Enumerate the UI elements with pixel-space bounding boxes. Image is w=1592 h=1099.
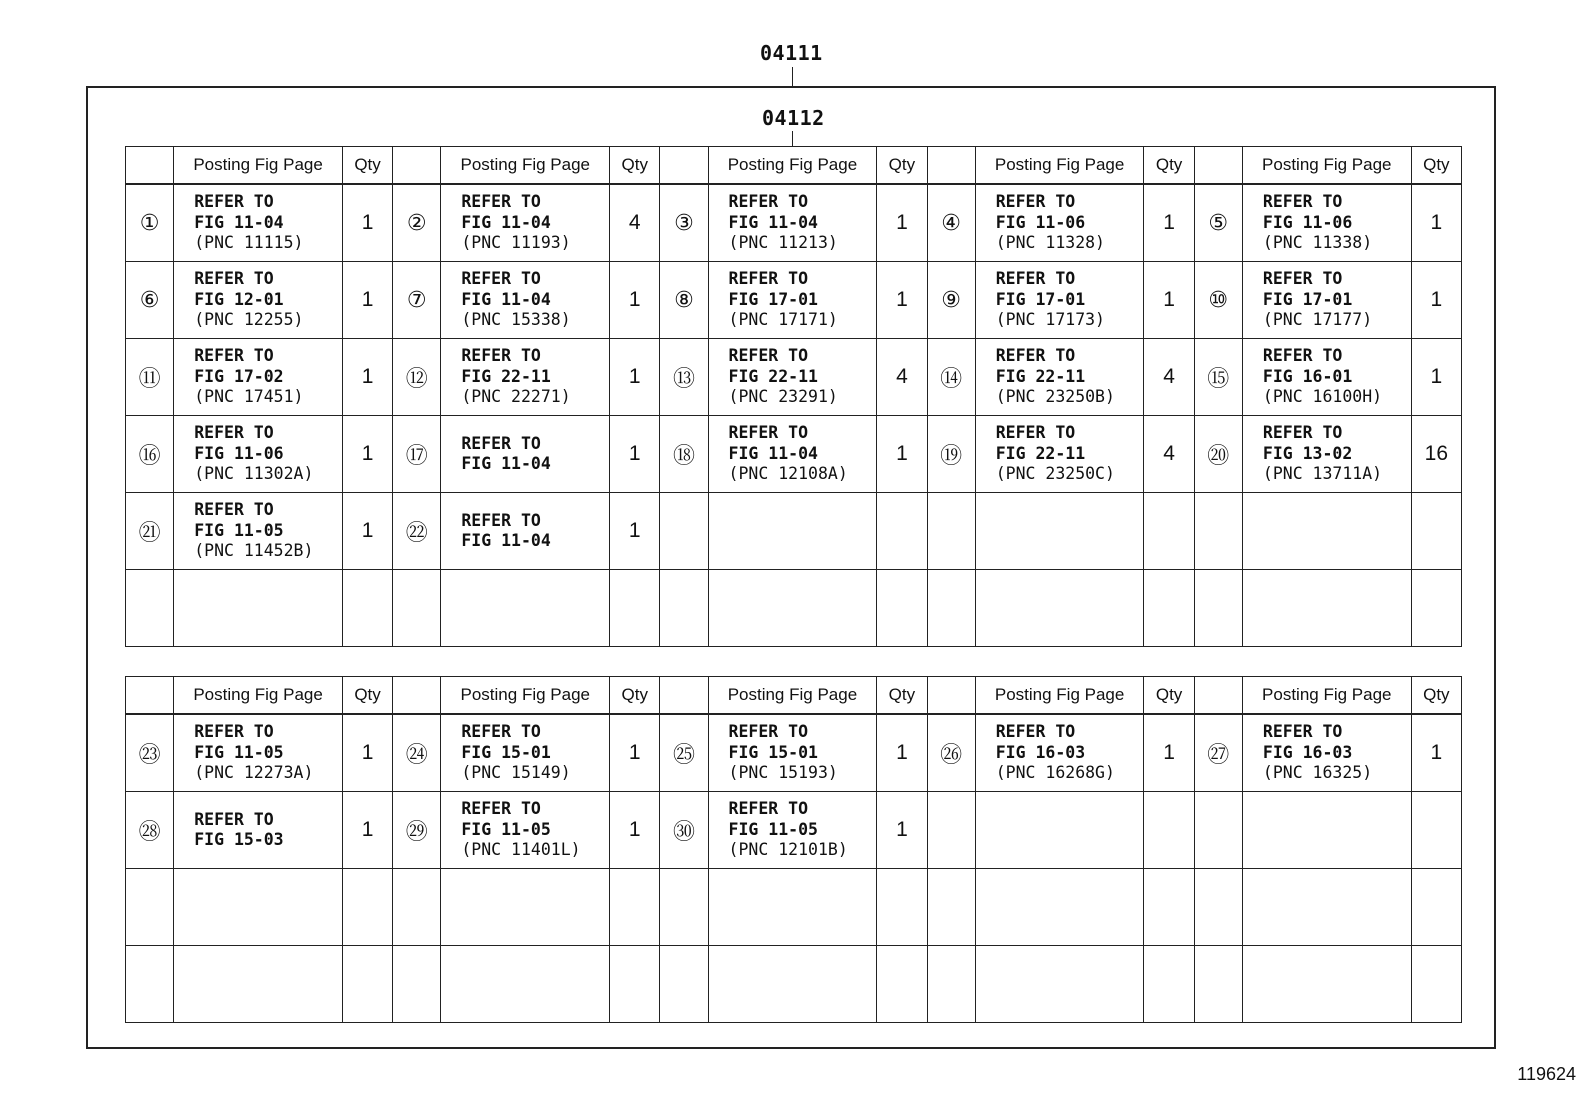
fig-reference: FIG 22-11 (995, 443, 1086, 463)
header-number-cell (927, 677, 975, 715)
callout-number (1194, 493, 1242, 570)
quantity-cell (1411, 792, 1461, 869)
quantity-cell (1411, 869, 1461, 946)
callout-number: ㉔ (393, 714, 441, 792)
refer-to-text: REFER TO (461, 799, 541, 819)
callout-number (927, 570, 975, 647)
quantity-cell (1144, 946, 1194, 1023)
callout-number: ㉒ (393, 493, 441, 570)
quantity-cell (342, 869, 392, 946)
reference-cell (975, 570, 1144, 647)
header-qty: Qty (1411, 677, 1461, 715)
quantity-cell (610, 570, 660, 647)
callout-number (393, 570, 441, 647)
fig-reference: FIG 11-04 (728, 443, 818, 463)
pnc-reference: (PNC 13711A) (1262, 464, 1383, 484)
callout-number: ⑪ (126, 339, 174, 416)
refer-to-text: REFER TO (194, 722, 274, 742)
parts-reference-table-1 (125, 146, 1462, 647)
reference-cell (975, 339, 1144, 416)
callout-number: ⑩ (1194, 262, 1242, 339)
pnc-reference: (PNC 23250B) (995, 387, 1115, 407)
callout-number: ㉓ (126, 714, 174, 792)
refer-to-text: REFER TO (728, 722, 809, 742)
quantity-cell: 1 (1144, 714, 1194, 792)
fig-reference: FIG 11-04 (461, 454, 551, 473)
fig-reference: FIG 11-04 (194, 212, 284, 232)
quantity-cell: 1 (1144, 262, 1194, 339)
quantity-cell: 1 (342, 262, 392, 339)
table-row (126, 570, 1462, 647)
quantity-cell: 16 (1411, 416, 1461, 493)
reference-cell (708, 184, 877, 262)
quantity-cell: 1 (342, 792, 392, 869)
refer-to-text: REFER TO (1262, 346, 1343, 366)
fig-reference: FIG 17-01 (995, 289, 1086, 309)
reference-cell (1242, 570, 1411, 647)
callout-number (660, 869, 708, 946)
pnc-reference: (PNC 16268G) (995, 763, 1115, 783)
pnc-reference: (PNC 11328) (995, 233, 1105, 253)
parts-reference-table-2 (125, 676, 1462, 1023)
callout-number: ⑧ (660, 262, 708, 339)
reference-cell (441, 869, 610, 946)
pnc-reference: (PNC 11452B) (194, 541, 314, 561)
quantity-cell: 1 (877, 262, 927, 339)
refer-to-text: REFER TO (1262, 423, 1343, 443)
quantity-cell (877, 946, 927, 1023)
quantity-cell: 1 (1411, 714, 1461, 792)
header-qty: Qty (1411, 147, 1461, 185)
callout-number (126, 869, 174, 946)
refer-to-text: REFER TO (728, 269, 809, 289)
refer-to-text: REFER TO (995, 423, 1076, 443)
reference-cell (441, 339, 610, 416)
refer-to-text: REFER TO (461, 346, 541, 366)
reference-cell (708, 339, 877, 416)
reference-cell (174, 792, 343, 869)
fig-reference: FIG 17-01 (728, 289, 818, 309)
refer-to-text: REFER TO (194, 192, 274, 212)
quantity-cell: 4 (610, 184, 660, 262)
callout-number (927, 792, 975, 869)
table-row (126, 416, 1462, 493)
callout-number: ⑱ (660, 416, 708, 493)
refer-to-text: REFER TO (995, 346, 1076, 366)
pnc-reference: (PNC 11338) (1262, 233, 1373, 253)
drawing-number: 119624 (1517, 1064, 1576, 1084)
callout-number (660, 570, 708, 647)
pnc-reference: (PNC 12255) (194, 310, 304, 330)
callout-number: ⑬ (660, 339, 708, 416)
reference-cell (1242, 184, 1411, 262)
pnc-reference: (PNC 16325) (1262, 763, 1373, 783)
pnc-reference: (PNC 16100H) (1262, 387, 1383, 407)
quantity-cell: 1 (342, 184, 392, 262)
header-posting-fig-page: Posting Fig Page (174, 677, 343, 715)
reference-cell (708, 792, 877, 869)
reference-cell (174, 262, 343, 339)
callout-number (1194, 946, 1242, 1023)
reference-cell (708, 869, 877, 946)
callout-number: ⑤ (1194, 184, 1242, 262)
reference-cell (975, 714, 1144, 792)
reference-cell (708, 493, 877, 570)
reference-cell (975, 262, 1144, 339)
quantity-cell (610, 869, 660, 946)
table-row (126, 339, 1462, 416)
reference-cell (441, 493, 610, 570)
callout-number: ⑫ (393, 339, 441, 416)
reference-cell (1242, 416, 1411, 493)
header-qty: Qty (1144, 147, 1194, 185)
header-number-cell (1194, 147, 1242, 185)
header-posting-fig-page: Posting Fig Page (441, 147, 610, 185)
pnc-reference: (PNC 17173) (995, 310, 1105, 330)
quantity-cell (1144, 570, 1194, 647)
assembly-label-04112: 04112 (762, 106, 825, 130)
pnc-reference: (PNC 12273A) (194, 763, 314, 783)
quantity-cell: 1 (877, 184, 927, 262)
refer-to-text: REFER TO (461, 269, 541, 289)
header-qty: Qty (610, 147, 660, 185)
fig-reference: FIG 17-02 (194, 366, 284, 386)
fig-reference: FIG 22-11 (995, 366, 1086, 386)
quantity-cell: 1 (610, 339, 660, 416)
callout-number (927, 869, 975, 946)
quantity-cell (1411, 946, 1461, 1023)
quantity-cell: 1 (342, 339, 392, 416)
header-qty: Qty (877, 677, 927, 715)
table-row (126, 493, 1462, 570)
header-qty: Qty (610, 677, 660, 715)
header-number-cell (126, 147, 174, 185)
fig-reference: FIG 11-06 (1262, 212, 1353, 232)
quantity-cell (1411, 570, 1461, 647)
fig-reference: FIG 22-11 (728, 366, 818, 386)
reference-cell (1242, 869, 1411, 946)
reference-cell (441, 416, 610, 493)
fig-reference: FIG 16-03 (1262, 742, 1353, 762)
callout-number: ㉕ (660, 714, 708, 792)
refer-to-text: REFER TO (461, 510, 541, 530)
refer-to-text: REFER TO (194, 809, 274, 829)
header-number-cell (1194, 677, 1242, 715)
quantity-cell: 1 (1144, 184, 1194, 262)
quantity-cell: 1 (877, 792, 927, 869)
reference-cell (975, 869, 1144, 946)
refer-to-text: REFER TO (461, 722, 541, 742)
header-number-cell (660, 677, 708, 715)
fig-reference: FIG 16-03 (995, 742, 1086, 762)
quantity-cell (877, 570, 927, 647)
callout-number (393, 946, 441, 1023)
callout-number: ③ (660, 184, 708, 262)
header-number-cell (927, 147, 975, 185)
refer-to-text: REFER TO (728, 423, 809, 443)
fig-reference: FIG 15-01 (728, 742, 818, 762)
reference-cell (441, 570, 610, 647)
pnc-reference: (PNC 17451) (194, 387, 304, 407)
pnc-reference: (PNC 23250C) (995, 464, 1115, 484)
callout-number (927, 493, 975, 570)
reference-cell (441, 792, 610, 869)
table-header-row (126, 147, 1462, 185)
callout-number: ④ (927, 184, 975, 262)
refer-to-text: REFER TO (461, 192, 541, 212)
quantity-cell: 1 (877, 714, 927, 792)
quantity-cell (877, 493, 927, 570)
callout-number (126, 946, 174, 1023)
header-posting-fig-page: Posting Fig Page (708, 677, 877, 715)
quantity-cell: 1 (342, 493, 392, 570)
fig-reference: FIG 11-06 (995, 212, 1086, 232)
fig-reference: FIG 11-04 (461, 212, 551, 232)
header-posting-fig-page: Posting Fig Page (975, 147, 1144, 185)
reference-cell (975, 792, 1144, 869)
callout-number: ㉗ (1194, 714, 1242, 792)
fig-reference: FIG 11-05 (728, 819, 818, 839)
reference-cell (1242, 339, 1411, 416)
reference-cell (1242, 493, 1411, 570)
reference-cell (975, 184, 1144, 262)
refer-to-text: REFER TO (194, 269, 274, 289)
fig-reference: FIG 11-05 (194, 742, 284, 762)
refer-to-text: REFER TO (728, 799, 809, 819)
callout-number: ⑮ (1194, 339, 1242, 416)
pnc-reference: (PNC 22271) (461, 387, 571, 407)
quantity-cell: 4 (1144, 416, 1194, 493)
callout-number: ⑯ (126, 416, 174, 493)
reference-cell (174, 946, 343, 1023)
quantity-cell: 1 (1411, 184, 1461, 262)
fig-reference: FIG 12-01 (194, 289, 284, 309)
quantity-cell: 1 (877, 416, 927, 493)
fig-reference: FIG 15-01 (461, 742, 551, 762)
callout-number: ① (126, 184, 174, 262)
quantity-cell: 4 (877, 339, 927, 416)
callout-number: ⑰ (393, 416, 441, 493)
quantity-cell (342, 570, 392, 647)
reference-cell (975, 493, 1144, 570)
refer-to-text: REFER TO (1262, 722, 1343, 742)
quantity-cell: 1 (610, 714, 660, 792)
pnc-reference: (PNC 23291) (728, 387, 838, 407)
callout-number (927, 946, 975, 1023)
refer-to-text: REFER TO (995, 192, 1076, 212)
reference-cell (174, 184, 343, 262)
callout-number (1194, 869, 1242, 946)
pnc-reference: (PNC 15149) (461, 763, 571, 783)
reference-cell (975, 416, 1144, 493)
reference-cell (708, 262, 877, 339)
fig-reference: FIG 11-05 (194, 520, 284, 540)
header-posting-fig-page: Posting Fig Page (1242, 677, 1411, 715)
reference-cell (174, 570, 343, 647)
pnc-reference: (PNC 11401L) (461, 840, 581, 860)
header-number-cell (393, 677, 441, 715)
callout-number (1194, 792, 1242, 869)
header-qty: Qty (342, 147, 392, 185)
refer-to-text: REFER TO (194, 500, 274, 520)
reference-cell (708, 570, 877, 647)
table-row (126, 714, 1462, 792)
callout-number: ㉖ (927, 714, 975, 792)
header-qty: Qty (1144, 677, 1194, 715)
callout-number (660, 493, 708, 570)
refer-to-text: REFER TO (728, 346, 809, 366)
quantity-cell: 1 (342, 416, 392, 493)
quantity-cell: 1 (1411, 262, 1461, 339)
table-row (126, 869, 1462, 946)
reference-cell (174, 869, 343, 946)
table-row (126, 184, 1462, 262)
fig-reference: FIG 11-04 (461, 531, 551, 550)
quantity-cell (877, 869, 927, 946)
refer-to-text: REFER TO (728, 192, 809, 212)
pnc-reference: (PNC 11213) (728, 233, 838, 253)
reference-cell (1242, 946, 1411, 1023)
fig-reference: FIG 11-05 (461, 819, 551, 839)
table-row (126, 946, 1462, 1023)
quantity-cell: 1 (610, 262, 660, 339)
table-header-row (126, 677, 1462, 715)
callout-number: ⑲ (927, 416, 975, 493)
refer-to-text: REFER TO (461, 433, 541, 453)
reference-cell (174, 714, 343, 792)
callout-number (660, 946, 708, 1023)
fig-reference: FIG 11-06 (194, 443, 284, 463)
fig-reference: FIG 16-01 (1262, 366, 1353, 386)
reference-cell (975, 946, 1144, 1023)
callout-number (126, 570, 174, 647)
callout-number: ㉑ (126, 493, 174, 570)
reference-cell (708, 416, 877, 493)
refer-to-text: REFER TO (194, 423, 274, 443)
quantity-cell (1144, 792, 1194, 869)
reference-cell (1242, 714, 1411, 792)
callout-number: ⑦ (393, 262, 441, 339)
fig-reference: FIG 11-04 (728, 212, 818, 232)
header-posting-fig-page: Posting Fig Page (708, 147, 877, 185)
header-qty: Qty (342, 677, 392, 715)
callout-number (393, 869, 441, 946)
pnc-reference: (PNC 15338) (461, 310, 571, 330)
quantity-cell: 1 (342, 714, 392, 792)
leader-line-04111 (792, 67, 793, 86)
header-posting-fig-page: Posting Fig Page (1242, 147, 1411, 185)
callout-number: ㉘ (126, 792, 174, 869)
leader-line-04112 (792, 131, 793, 147)
quantity-cell (1144, 869, 1194, 946)
reference-cell (708, 714, 877, 792)
pnc-reference: (PNC 15193) (728, 763, 838, 783)
refer-to-text: REFER TO (995, 269, 1076, 289)
refer-to-text: REFER TO (194, 346, 274, 366)
header-qty: Qty (877, 147, 927, 185)
callout-number (1194, 570, 1242, 647)
quantity-cell: 1 (610, 792, 660, 869)
pnc-reference: (PNC 17171) (728, 310, 838, 330)
pnc-reference: (PNC 11302A) (194, 464, 314, 484)
quantity-cell (1411, 493, 1461, 570)
quantity-cell: 1 (610, 493, 660, 570)
refer-to-text: REFER TO (1262, 192, 1343, 212)
callout-number: ⑳ (1194, 416, 1242, 493)
quantity-cell (342, 946, 392, 1023)
refer-to-text: REFER TO (1262, 269, 1343, 289)
quantity-cell: 1 (1411, 339, 1461, 416)
callout-number: ② (393, 184, 441, 262)
reference-cell (441, 714, 610, 792)
callout-number: ㉚ (660, 792, 708, 869)
callout-number: ⑭ (927, 339, 975, 416)
callout-number: ㉙ (393, 792, 441, 869)
reference-cell (441, 184, 610, 262)
header-number-cell (393, 147, 441, 185)
callout-number: ⑨ (927, 262, 975, 339)
reference-cell (1242, 792, 1411, 869)
reference-cell (174, 493, 343, 570)
pnc-reference: (PNC 12101B) (728, 840, 848, 860)
header-number-cell (660, 147, 708, 185)
header-posting-fig-page: Posting Fig Page (975, 677, 1144, 715)
pnc-reference: (PNC 17177) (1262, 310, 1373, 330)
header-posting-fig-page: Posting Fig Page (441, 677, 610, 715)
quantity-cell (1144, 493, 1194, 570)
pnc-reference: (PNC 11193) (461, 233, 571, 253)
reference-cell (1242, 262, 1411, 339)
fig-reference: FIG 13-02 (1262, 443, 1353, 463)
reference-cell (708, 946, 877, 1023)
reference-cell (174, 416, 343, 493)
quantity-cell: 1 (610, 416, 660, 493)
pnc-reference: (PNC 12108A) (728, 464, 848, 484)
fig-reference: FIG 15-03 (194, 830, 284, 849)
refer-to-text: REFER TO (995, 722, 1076, 742)
table-row (126, 262, 1462, 339)
header-number-cell (126, 677, 174, 715)
fig-reference: FIG 17-01 (1262, 289, 1353, 309)
quantity-cell (610, 946, 660, 1023)
pnc-reference: (PNC 11115) (194, 233, 304, 253)
reference-cell (441, 262, 610, 339)
quantity-cell: 4 (1144, 339, 1194, 416)
table-row (126, 792, 1462, 869)
callout-number: ⑥ (126, 262, 174, 339)
fig-reference: FIG 11-04 (461, 289, 551, 309)
reference-cell (441, 946, 610, 1023)
assembly-label-04111: 04111 (760, 41, 823, 65)
reference-cell (174, 339, 343, 416)
header-posting-fig-page: Posting Fig Page (174, 147, 343, 185)
fig-reference: FIG 22-11 (461, 366, 551, 386)
